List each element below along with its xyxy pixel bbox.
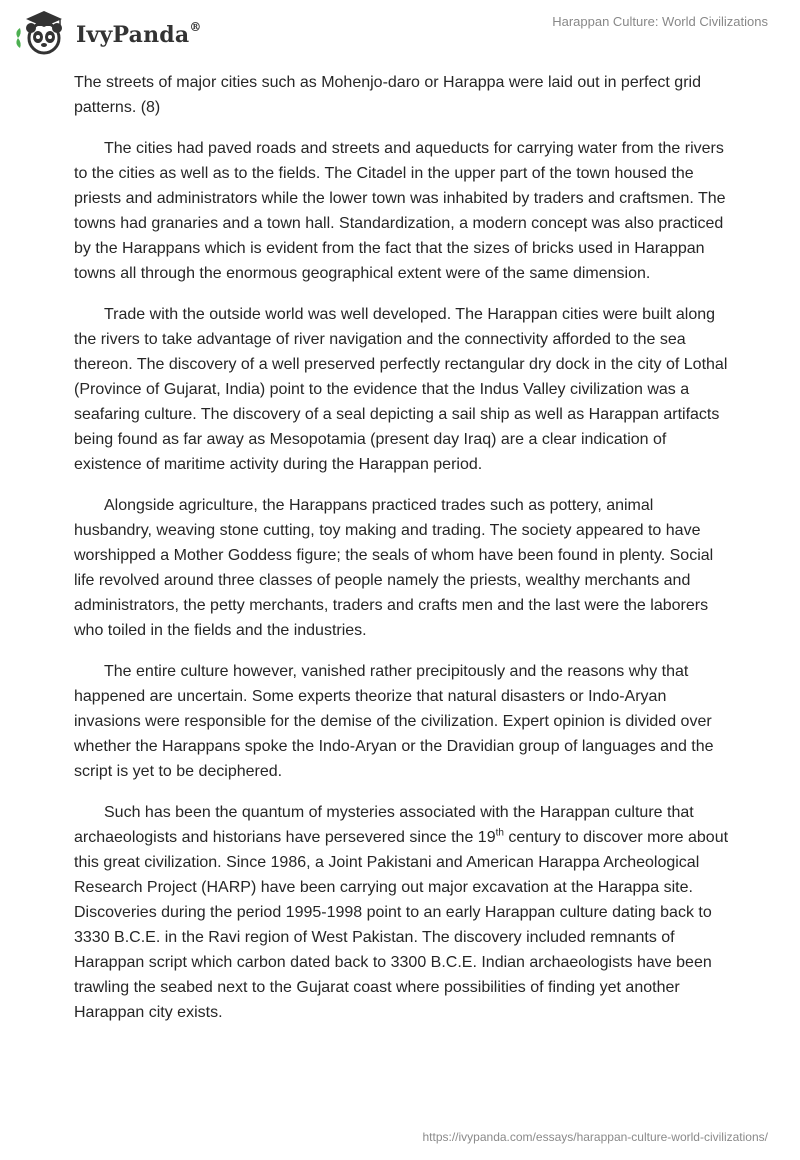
page-header <box>0 0 800 62</box>
paragraph-4: Alongside agriculture, the Harappans practiced trades such as pottery, animal husbandry, weaving stone cutting, toy making and trading. The society appeared to have worshipped a Mother Goddess figure; the seals of whom have been found in plenty. Social life revolved around three classes of people namely the priests, wealthy merchants and administrators, the petty merchants, traders and crafts men and the last were the laborers who toiled in the fields and the industries. <box>74 497 714 639</box>
ivypanda-logo[interactable] <box>14 8 202 58</box>
paragraph-6-part-1: Such has been the quantum of mysteries associated with the Harappan culture that archaeologists and historians have persevered since the 19 <box>74 804 694 846</box>
paragraph-3: Trade with the outside world was well developed. The Harappan cities were built along the rivers to take advantage of river navigation and the connectivity afforded to the sea thereon. The discovery of a well preserved perfectly rectangular dry dock in the city of Lothal (Province of Gujarat, India) point to the evidence that the Indus Valley civilization was a seafaring culture. The discovery of a seal depicting a sail ship as well as Harappan artifacts being found as far away as Mesopotamia (present day Iraq) are a clear indication of existence of maritime activity during the Harappan period. <box>74 306 728 473</box>
essay-body <box>74 70 734 1041</box>
paragraph-6 <box>74 800 734 1025</box>
brand-text: IvyPanda <box>76 22 190 48</box>
paragraph-1: The streets of major cities such as Mohenjo-daro or Harappa were laid out in perfect grid patterns. (8) <box>74 74 701 116</box>
paragraph-5: The entire culture however, vanished rather precipitously and the reasons why that happened are uncertain. Some experts theorize that natural disasters or Indo-Aryan invasions were responsible for the demise of the civilization. Expert opinion is divided over whether the Harappans spoke the Indo-Aryan or the Dravidian group of languages and the script is yet to be deciphered. <box>74 663 714 780</box>
document-title: Harappan Culture: World Civilizations <box>552 14 768 29</box>
paragraph-6-part-2: century to discover more about this great civilization. Since 1986, a Joint Pakistani and American Harappa Archeological Research Project (HARP) have been carrying out major excavation at the Harappa site. Discoveries during the period 1995-1998 point to an early Harappan culture dating back to 3330 B.C.E. in the Ravi region of West Pakistan. The discovery included remnants of Harappan script which carbon dated back to 3300 B.C.E. Indian archaeologists have been trawling the seabed next to the Gujarat coast where possibilities of finding yet another Harappan city exists. <box>74 829 729 1021</box>
registered-mark: ® <box>189 20 202 34</box>
ordinal-superscript: th <box>495 827 504 839</box>
brand-name <box>76 22 202 48</box>
panda-graduation-cap-icon <box>14 8 70 58</box>
source-url[interactable]: https://ivypanda.com/essays/harappan-culture-world-civilizations/ <box>422 1130 768 1144</box>
paragraph-2: The cities had paved roads and streets and aqueducts for carrying water from the rivers to the cities as well as to the fields. The Citadel in the upper part of the town housed the priests and administrators while the lower town was inhabited by traders and craftsmen. The towns had granaries and a town hall. Standardization, a modern concept was also practiced by the Harappans which is evident from the fact that the sizes of bricks used in Harappan towns all through the enormous geographical extent were of the same dimension. <box>74 140 726 282</box>
